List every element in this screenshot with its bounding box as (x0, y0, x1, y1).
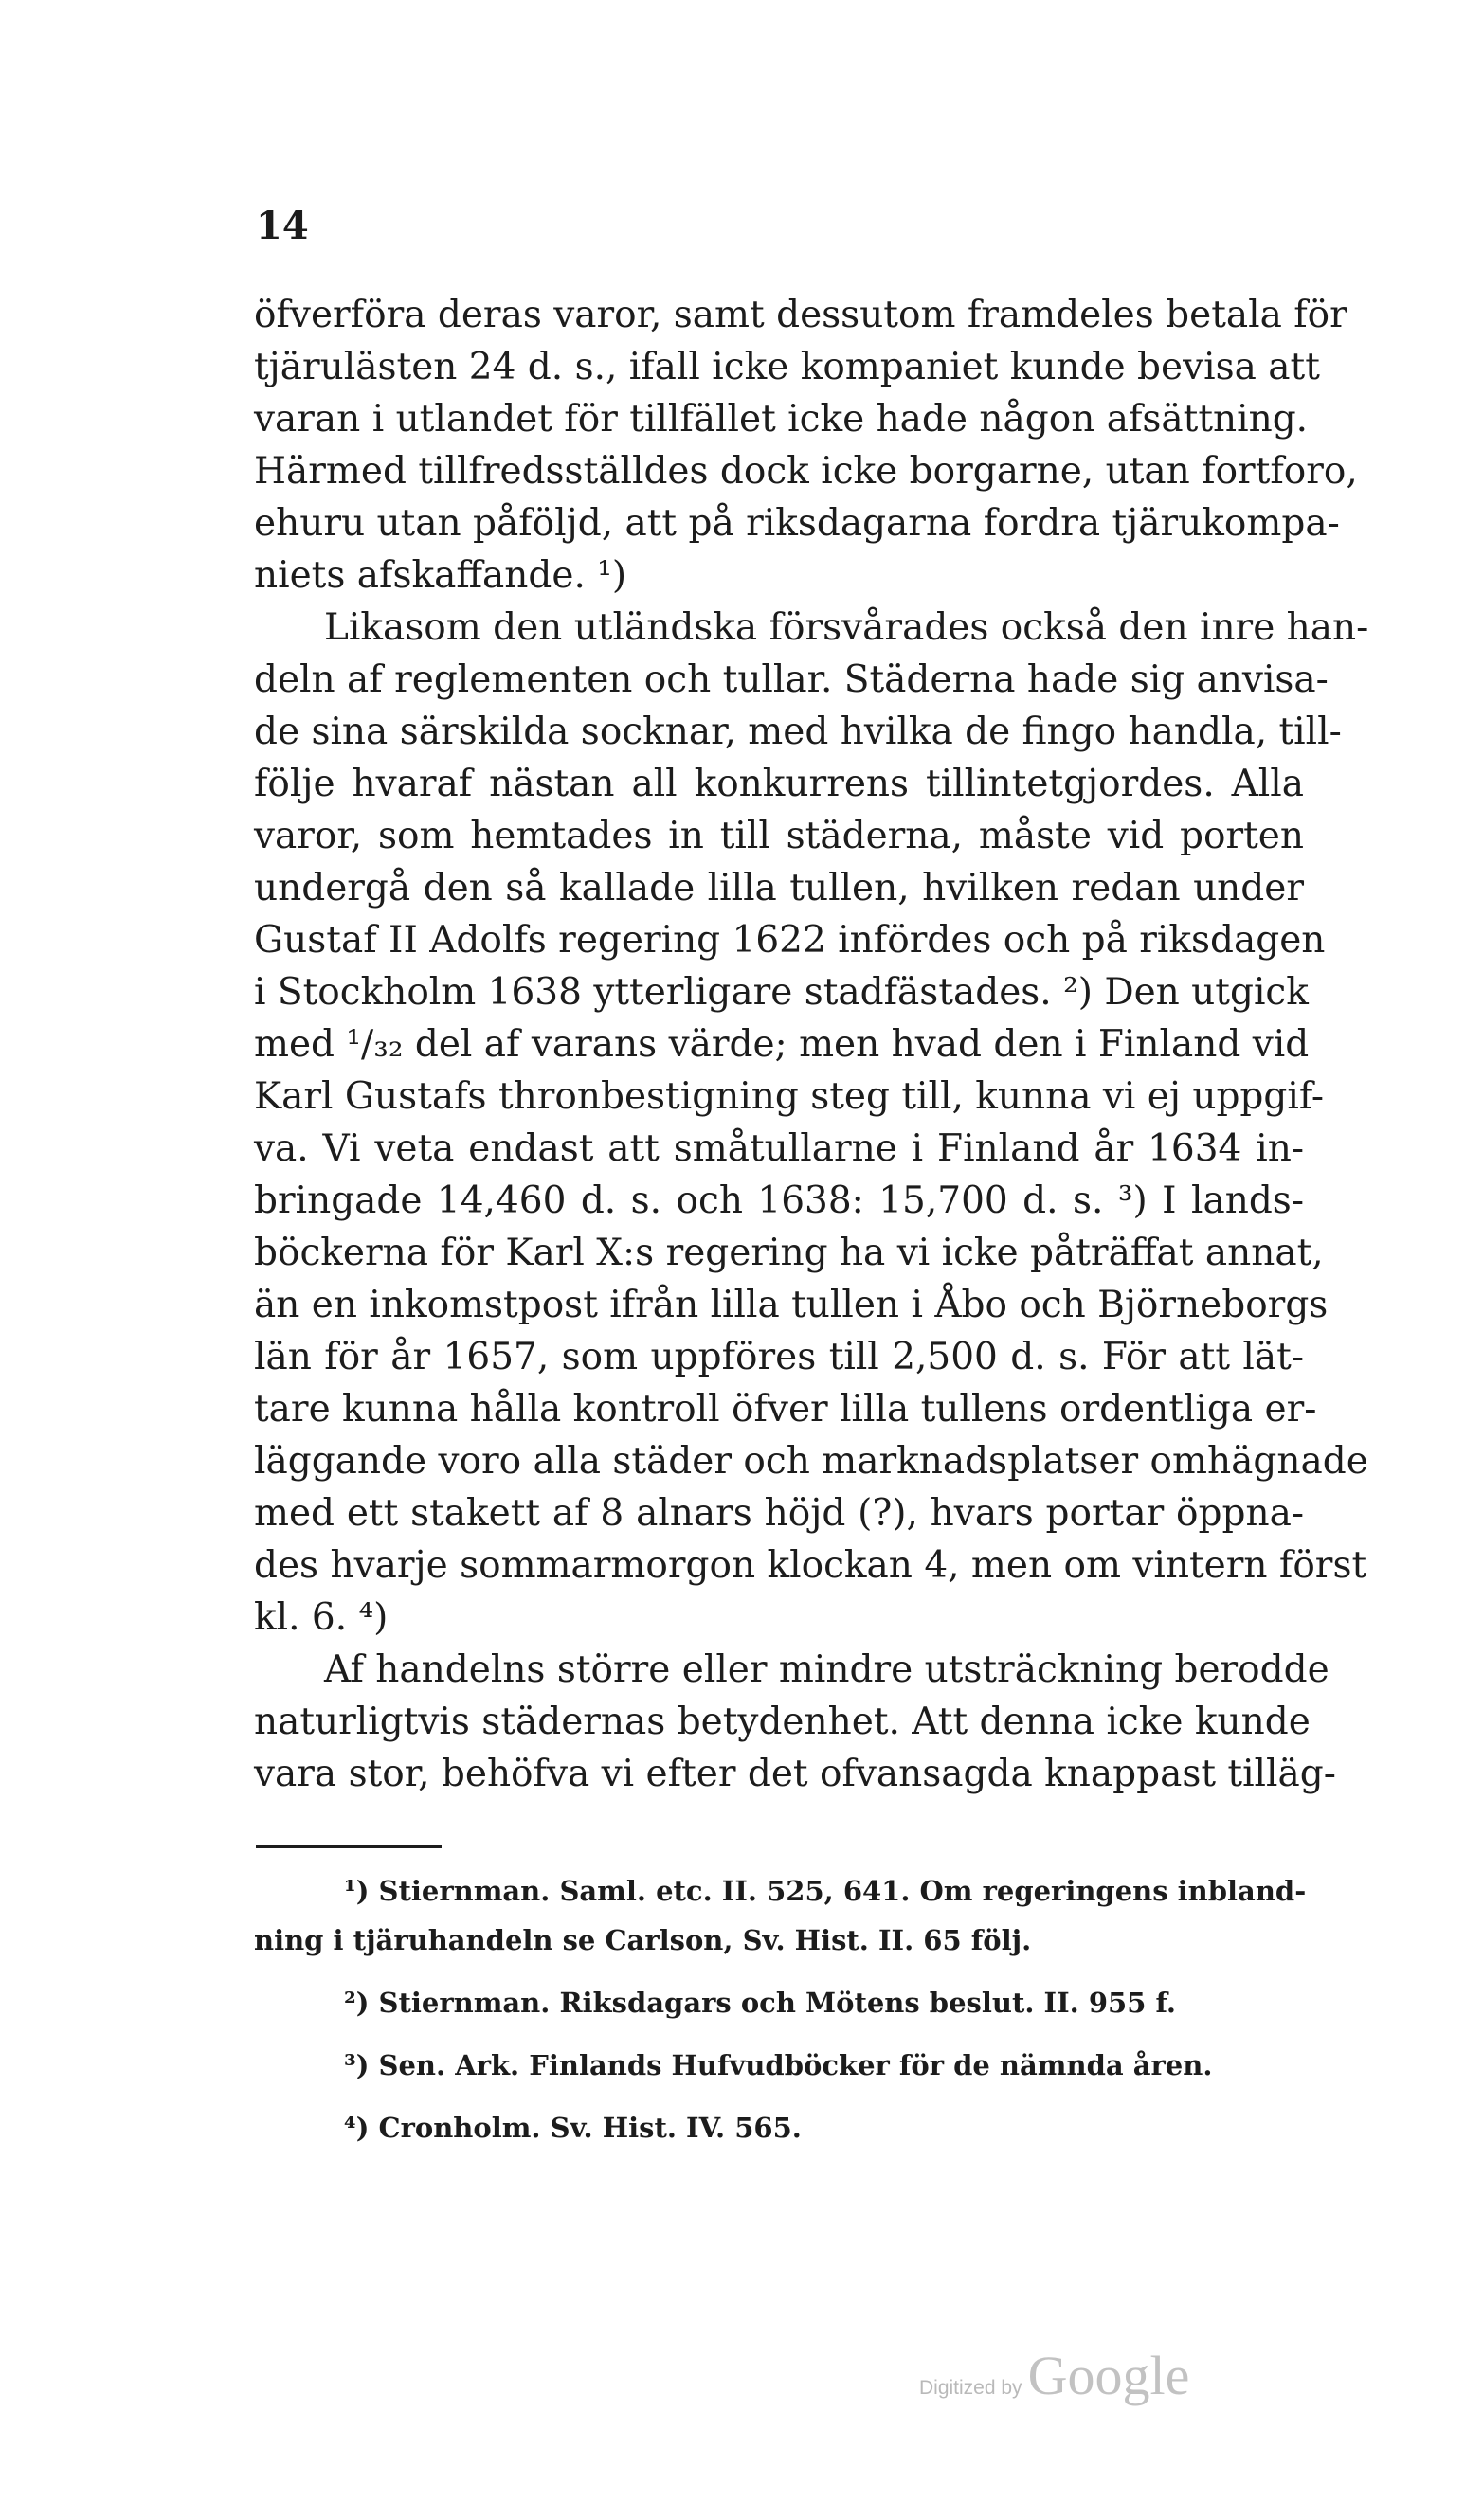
footnote-2: ²) Stiernman. Riksdagars och Mötens beslut. II. 955 f. (344, 1987, 1177, 2019)
body-line: län för år 1657, som uppföres till 2,500 d. s. För att lät- (254, 1336, 1304, 1378)
body-line: tare kunna hålla kontroll öfver lilla tullens ordentliga er- (254, 1388, 1317, 1431)
body-line: varor, som hemtades in till städerna, måste vid porten (254, 815, 1304, 857)
body-text (254, 289, 1369, 1800)
google-logo-icon: Google (1027, 2345, 1190, 2406)
body-line: Karl Gustafs thronbestigning steg till, kunna vi ej uppgif- (254, 1075, 1325, 1118)
body-line: i Stockholm 1638 ytterligare stadfästades. ²) Den utgick (254, 971, 1309, 1014)
body-line: naturligtvis städernas betydenhet. Att denna icke kunde (254, 1701, 1311, 1743)
footnote-1-line-1: ¹) Stiernman. Saml. etc. II. 525, 641. Om regeringens inbland- (344, 1875, 1307, 1907)
body-line: va. Vi veta endast att småtullarne i Finland år 1634 in- (254, 1127, 1304, 1170)
footnotes (254, 1866, 1307, 2152)
body-line: tjärulästen 24 d. s., ifall icke kompaniet kunde bevisa att (254, 346, 1320, 388)
body-line: Härmed tillfredsställdes dock icke borgarne, utan fortforo, (254, 450, 1358, 493)
body-line: vara stor, behöfva vi efter det ofvansagda knappast tilläg- (254, 1753, 1336, 1795)
watermark-prefix: Digitized by (919, 2377, 1022, 2399)
body-line: kl. 6. ⁴) (254, 1596, 389, 1639)
body-line: bringade 14,460 d. s. och 1638: 15,700 d. s. ³) I lands- (254, 1179, 1304, 1222)
body-line: Likasom den utländska försvårades också den inre han- (324, 606, 1369, 649)
page-number: 14 (256, 204, 309, 248)
body-line: de sina särskilda socknar, med hvilka de fingo handla, till- (254, 711, 1342, 753)
body-line: Af handelns större eller mindre utsträckning berodde (324, 1648, 1329, 1691)
body-line: undergå den så kallade lilla tullen, hvilken redan under (254, 867, 1304, 909)
body-line: deln af reglementen och tullar. Städerna hade sig anvisa- (254, 658, 1329, 701)
digitized-watermark (919, 2344, 1189, 2407)
body-line: böckerna för Karl X:s regering ha vi icke påträffat annat, (254, 1232, 1324, 1274)
body-line: ehuru utan påföljd, att på riksdagarna fordra tjärukompa- (254, 502, 1340, 545)
footnote-1-line-2: ning i tjäruhandeln se Carlson, Sv. Hist. II. 65 följ. (254, 1924, 1032, 1956)
footnote-3: ³) Sen. Ark. Finlands Hufvudböcker för de nämnda åren. (344, 2049, 1213, 2081)
footnote-divider (256, 1845, 442, 1848)
footnote-4: ⁴) Cronholm. Sv. Hist. IV. 565. (344, 2112, 802, 2144)
body-line: varan i utlandet för tillfället icke hade någon afsättning. (254, 398, 1309, 441)
body-line: des hvarje sommarmorgon klockan 4, men om vintern först (254, 1544, 1367, 1587)
body-line: läggande voro alla städer och marknadsplatser omhägnade (254, 1440, 1368, 1483)
body-line: öfverföra deras varor, samt dessutom framdeles betala för (254, 294, 1347, 336)
body-line: med ett stakett af 8 alnars höjd (?), hvars portar öppna- (254, 1492, 1304, 1535)
body-line: följe hvaraf nästan all konkurrens tillintetgjordes. Alla (254, 763, 1304, 805)
body-line: niets afskaffande. ¹) (254, 554, 627, 597)
body-line: Gustaf II Adolfs regering 1622 infördes och på riksdagen (254, 919, 1326, 962)
body-line: med ¹/₃₂ del af varans värde; men hvad den i Finland vid (254, 1023, 1310, 1066)
body-line: än en inkomstpost ifrån lilla tullen i Åbo och Björneborgs (254, 1284, 1329, 1326)
